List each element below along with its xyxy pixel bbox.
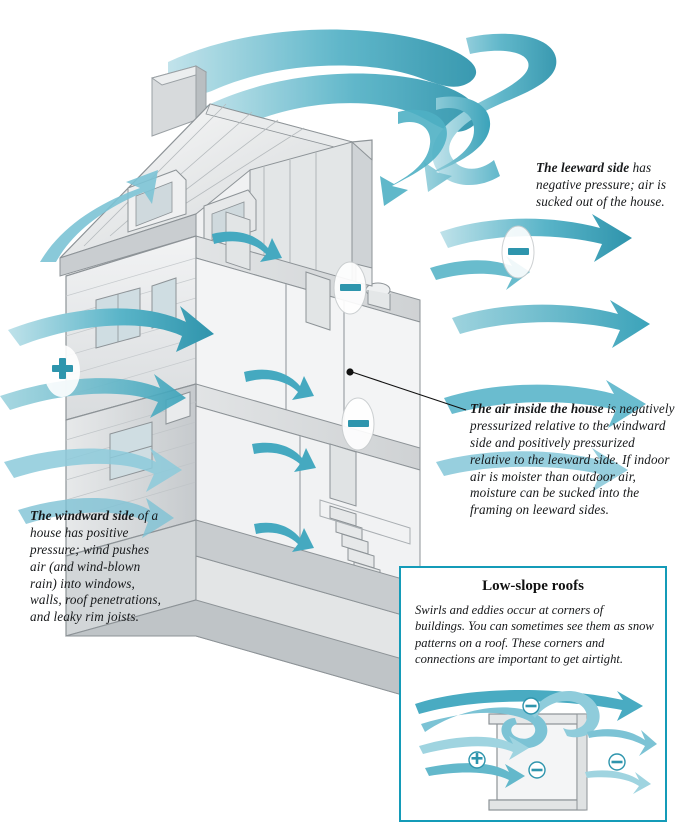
callout-leeward xyxy=(536,160,688,211)
inset-marker-minus-interior xyxy=(529,762,545,778)
callout-inside-text: is negatively pressurized relative to the windward side and positively pressurized relative to the leeward side. If indoor air is moister than outdoor air, moisture can be sucked into the framing on leeward sides. xyxy=(470,401,675,518)
pressure-marker-windward-positive xyxy=(45,346,79,396)
inset-low-slope-roof-figure xyxy=(409,676,661,816)
inset-body-text: Swirls and eddies occur at corners of buildings. You can sometimes see them as snow patterns on a roof. These corners and connections are important to get airtight. xyxy=(415,603,654,667)
inset-panel-low-slope-roofs xyxy=(399,566,667,822)
callout-leeward-text: has negative pressure; air is sucked out of the house. xyxy=(536,160,667,209)
callout-inside-lead: The air inside the house xyxy=(470,401,604,416)
callout-leeward-lead: The leeward side xyxy=(536,160,630,175)
pressure-marker-leeward-negative xyxy=(502,226,534,278)
pressure-marker-main-negative xyxy=(342,398,374,450)
callout-windward-lead: The windward side xyxy=(30,508,135,523)
inset-marker-minus-right xyxy=(609,754,625,770)
callout-inside xyxy=(470,401,678,519)
inset-marker-plus xyxy=(469,752,485,768)
inset-title: Low-slope roofs xyxy=(482,578,584,594)
callout-windward-text: of a house has positive pressure; wind pushes air (and wind-blown rain) into windows, walls, roof penetrations, and leaky rim joists. xyxy=(30,508,161,625)
inset-marker-minus-roof xyxy=(523,698,539,714)
callout-windward xyxy=(30,508,165,626)
pressure-marker-upper-negative xyxy=(334,262,366,314)
